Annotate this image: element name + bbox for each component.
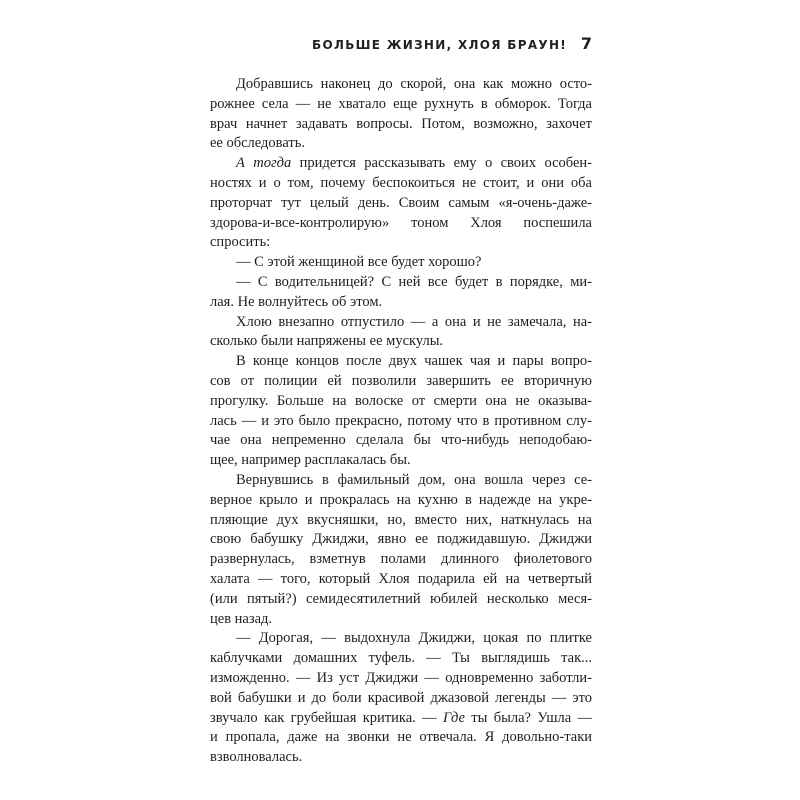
paragraph: [210, 273, 592, 313]
text-line: прогулку. Больше на волоске от смерти она не оказыва-: [210, 392, 592, 409]
paragraph: [210, 352, 592, 471]
text-line: Вернувшись в фамильный дом, она вошла через се-: [236, 471, 592, 488]
text-line: изможденно. — Из уст Джиджи — одновременно заботли-: [210, 669, 592, 686]
text-line: щее, например расплакалась бы.: [210, 452, 411, 469]
italic-emphasis: Где: [443, 709, 465, 726]
running-header: [210, 34, 592, 58]
paragraph: [210, 75, 592, 154]
text-line: пляющие дух вкусняшки, но, вместо них, наткнулась на: [210, 511, 592, 528]
text-line: врач начнет задавать вопросы. Потом, возможно, захочет: [210, 115, 592, 132]
text-line: вой бабушки и до боли красивой джазовой легенды — это: [210, 689, 592, 706]
text-line: Хлою внезапно отпустило — а она и не замечала, на-: [236, 313, 592, 330]
text-line: — С этой женщиной все будет хорошо?: [236, 254, 482, 271]
italic-emphasis: А тогда: [236, 155, 292, 172]
text-line: (или пятый?) семидесятилетний юбилей несколько меся-: [210, 590, 592, 607]
text-line: ее обследовать.: [210, 135, 305, 152]
paragraph: [210, 471, 592, 629]
page-number: 7: [580, 34, 592, 53]
paragraph: [210, 629, 592, 768]
text-line: — Дорогая, — выдохнула Джиджи, цокая по плитке: [236, 630, 592, 647]
text-line: лая. Не волнуйтесь об этом.: [210, 293, 383, 310]
text-line: цев назад.: [210, 610, 273, 627]
text-fragment: придется рассказывать ему о своих особен-: [291, 155, 592, 172]
text-line: спросить:: [210, 234, 271, 251]
body-text: [210, 75, 592, 768]
text-line: [210, 154, 592, 174]
text-line: развернулась, взметнув полами длинного фиолетового: [210, 551, 592, 568]
book-title: БОЛЬШЕ ЖИЗНИ, ХЛОЯ БРАУН!: [312, 38, 568, 52]
text-line: Добравшись наконец до скорой, она как можно осто-: [236, 76, 592, 92]
text-line: халата — того, который Хлоя подарила ей на четвертый: [210, 570, 592, 587]
paragraph: [210, 154, 592, 253]
text-line: лась — и это было прекрасно, потому что в противном слу-: [210, 412, 592, 429]
text-line: [210, 709, 592, 729]
text-line: проторчат тут целый день. Своим самым «я-очень-даже-: [210, 194, 592, 211]
text-line: сов от полиции ей позволили завершить ее вторичную: [210, 372, 592, 389]
text-line: сколько были напряжены ее мускулы.: [210, 333, 444, 350]
paragraph: [210, 313, 592, 353]
text-line: чае она непременно сделала бы что-нибудь неподобаю-: [210, 432, 592, 449]
text-fragment: ты была? Ушла —: [464, 709, 593, 726]
text-line: В конце концов после двух чашек чая и пары вопро-: [236, 353, 592, 370]
text-fragment: звучало как грубейшая критика. —: [210, 709, 444, 726]
text-line: рожнее села — не хватало еще рухнуть в обморок. Тогда: [210, 95, 592, 112]
text-line: здорова-и-все-контролирую» тоном Хлоя поспешила: [210, 214, 592, 231]
text-line: верное крыло и прокралась на кухню в надежде на укре-: [210, 491, 592, 508]
paragraph: [210, 253, 592, 273]
text-line: ностях и о том, почему беспокоиться не стоит, и они оба: [210, 174, 592, 191]
text-line: и пропала, даже на звонки не отвечала. Я довольно-таки: [210, 729, 592, 746]
text-line: взволновалась.: [210, 749, 303, 766]
text-line: — С водительницей? С ней все будет в порядке, ми-: [236, 273, 592, 290]
text-line: свою бабушку Джиджи, явно ее поджидавшую. Джиджи: [210, 531, 592, 548]
text-line: каблучками домашних туфель. — Ты выглядишь так...: [210, 650, 592, 667]
